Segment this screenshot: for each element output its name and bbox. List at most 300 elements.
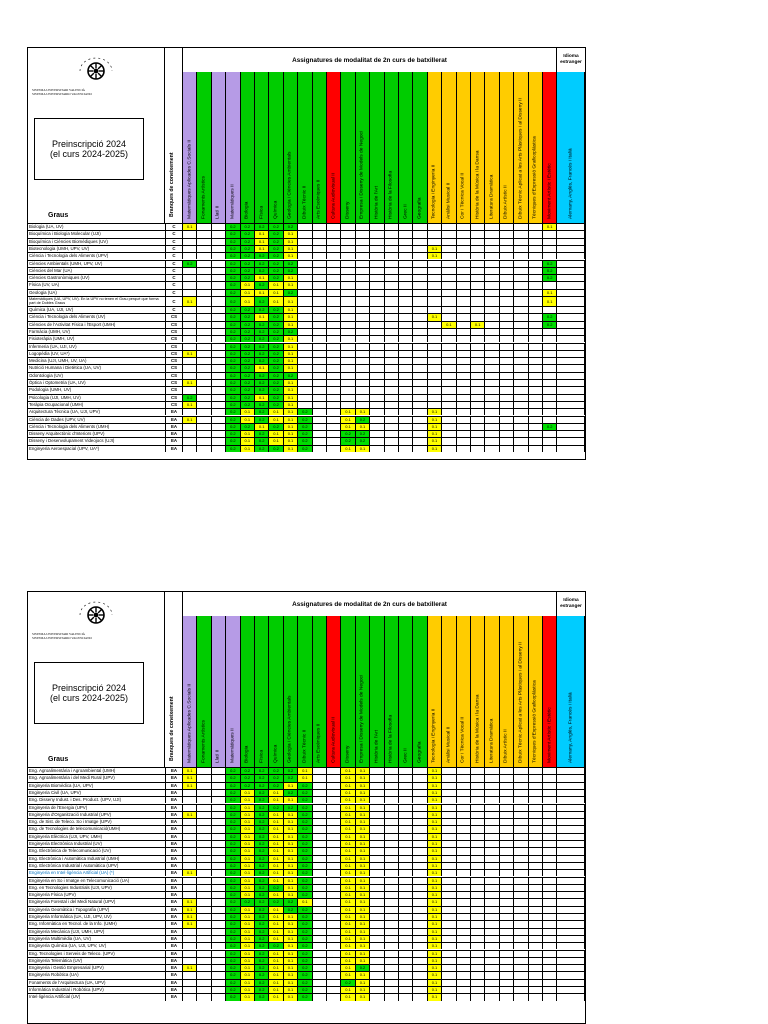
degree-name: Enginyeria Informàtica (UA, UJI, UPV, UV) <box>29 914 112 919</box>
weight-cell: 0.2 <box>255 965 269 971</box>
weight-cell: 0.1 <box>269 812 283 818</box>
table-banner <box>183 592 585 617</box>
weight-cell: 0.1 <box>341 790 355 796</box>
degree-name: Disseny i Desenvolupament Videojocs (UJI) <box>29 438 115 444</box>
weight-cell: 0.2 <box>255 980 269 986</box>
weight-cell: 0.2 <box>298 885 312 891</box>
weight-cell: 0.1 <box>428 921 442 927</box>
table-row <box>28 971 585 978</box>
weight-cell: 0.2 <box>298 834 312 840</box>
table-row <box>28 906 585 913</box>
weight-cell: 0.2 <box>543 314 557 320</box>
weight-cell: 0.2 <box>269 322 283 328</box>
weight-cell <box>500 446 514 452</box>
weight-cell: 0.2 <box>255 863 269 869</box>
weight-cell: 0.2 <box>298 914 312 920</box>
weight-cell: 0.2 <box>284 373 298 379</box>
weight-cell: 0.2 <box>226 268 240 274</box>
degree-name: Ciència de Dades (UPV, UV) <box>29 416 85 422</box>
table-row <box>28 306 585 313</box>
weight-cell: 0.2 <box>284 899 298 905</box>
weight-cell: 0.2 <box>241 344 255 350</box>
subject-name: Cultura Audiovisual II <box>331 173 337 219</box>
weight-cell: 0.1 <box>255 365 269 371</box>
weight-cell: 0.2 <box>226 863 240 869</box>
subject-name: Geografia <box>417 741 423 763</box>
table-row <box>28 825 585 832</box>
knowledge-branch-code: EA <box>165 768 183 774</box>
subject-column-header <box>327 72 341 223</box>
subject-column-header <box>529 616 543 767</box>
table-row <box>28 350 585 357</box>
degree-name: Eng. Informàtica en Tecnol. de la Info. (UMH) <box>29 921 117 927</box>
knowledge-branch-code: C <box>165 297 183 306</box>
subject-name: Tècniques d'Expressió Graficoplàstica <box>532 680 538 763</box>
knowledge-branch-code: EA <box>165 775 183 781</box>
weight-cell: 0.1 <box>428 899 442 905</box>
subject-column-header <box>269 616 283 767</box>
subject-name: Química <box>273 744 279 763</box>
subject-name: Geografia <box>417 197 423 219</box>
weight-cell: 0.2 <box>241 775 255 781</box>
degree-name: Física (UV, UA) <box>29 282 60 288</box>
weight-cell: 0.1 <box>269 797 283 803</box>
knowledge-branch-code: EA <box>165 878 183 884</box>
university-name <box>32 632 102 640</box>
subject-column-header <box>241 616 255 767</box>
weight-cell: 0.1 <box>356 797 370 803</box>
weight-cell: 0.1 <box>341 994 355 1000</box>
weight-cell: 0.1 <box>428 943 442 949</box>
weight-cell: 0.1 <box>341 885 355 891</box>
weight-cell: 0.1 <box>183 768 197 774</box>
weight-cell <box>313 994 327 1000</box>
table-row <box>28 928 585 935</box>
weight-cell: 0.2 <box>255 826 269 832</box>
weight-cell: 0.2 <box>255 885 269 891</box>
subject-column-header <box>457 72 471 223</box>
weight-cell: 0.1 <box>428 246 442 252</box>
weight-cell: 0.1 <box>341 965 355 971</box>
weight-cell: 0.1 <box>183 351 197 357</box>
weight-cell: 0.1 <box>341 972 355 978</box>
degree-name: Ciència i Tecnologia dels Aliments (UV) <box>29 314 106 320</box>
weight-cell: 0.1 <box>298 768 312 774</box>
weight-cell: 0.1 <box>183 899 197 905</box>
weight-cell: 0.1 <box>341 936 355 942</box>
weight-cell: 0.1 <box>341 848 355 854</box>
weight-cell: 0.1 <box>428 892 442 898</box>
weight-cell: 0.2 <box>255 268 269 274</box>
knowledge-branch-code: C <box>165 307 183 313</box>
weight-cell: 0.2 <box>298 878 312 884</box>
subject-name: Moviment Artístic i Estètic <box>547 163 553 219</box>
degree-name: Biotecnologia (UMH, UPV, UV) <box>29 245 90 251</box>
weight-cell <box>183 446 197 452</box>
weight-cell: 0.2 <box>241 261 255 267</box>
subject-column-header <box>399 616 413 767</box>
weight-cell: 0.1 <box>341 826 355 832</box>
degree-name: Enginyeria Química (UA, UJI, UPV, UV) <box>29 943 107 949</box>
weight-cell: 0.2 <box>255 431 269 437</box>
weight-cell: 0.2 <box>269 899 283 905</box>
university-name-line2: SISTEMA UNIVERSITARIO VALENCIANO <box>32 92 92 96</box>
weight-cell: 0.2 <box>298 819 312 825</box>
weight-cell: 0.1 <box>269 790 283 796</box>
weight-cell: 0.2 <box>255 834 269 840</box>
weight-cell <box>385 994 399 1000</box>
weight-cell: 0.2 <box>269 307 283 313</box>
weight-cell: 0.2 <box>226 826 240 832</box>
weight-cell <box>327 446 341 452</box>
weight-cell: 0.2 <box>255 936 269 942</box>
table-row <box>28 289 585 296</box>
weight-cell: 0.2 <box>298 907 312 913</box>
degree-name: Teràpia Ocupacional (UMH) <box>29 401 84 407</box>
table-row <box>28 935 585 942</box>
subject-column-header <box>183 72 197 223</box>
table-row <box>28 891 585 898</box>
weight-cell: 0.1 <box>241 972 255 978</box>
subject-name: Anàlisi Musical II <box>446 726 452 763</box>
degree-name: Intel·ligència Artificial (UV) <box>29 994 81 1000</box>
weight-cell <box>557 446 585 452</box>
weight-cell: 0.1 <box>341 987 355 993</box>
subject-column-header <box>514 72 528 223</box>
table-row <box>28 335 585 342</box>
weight-cell: 0.1 <box>269 282 283 288</box>
weight-cell: 0.1 <box>183 402 197 408</box>
weight-cell: 0.2 <box>255 261 269 267</box>
weight-cell: 0.2 <box>298 797 312 803</box>
table-row <box>28 260 585 267</box>
weight-cell: 0.1 <box>471 322 485 328</box>
knowledge-branch-code: CS <box>165 402 183 408</box>
weight-cell: 0.2 <box>226 951 240 957</box>
degree-name: Ciències de l'Activitat Física i l'Esport (UMH) <box>29 321 116 327</box>
preinscription-box <box>34 118 144 180</box>
weight-cell: 0.2 <box>269 775 283 781</box>
weight-cell: 0.1 <box>284 994 298 1000</box>
weight-cell: 0.2 <box>226 987 240 993</box>
degree-name: Enginyeria Electrònica Industrial (UV) <box>29 841 102 846</box>
degree-name: Enginyeria Biomèdica (UA, UPV) <box>29 782 94 788</box>
weight-cell: 0.1 <box>356 768 370 774</box>
weight-cell: 0.1 <box>356 936 370 942</box>
knowledge-branch-code: EA <box>165 943 183 949</box>
subject-name: Literatura Dramàtica <box>489 174 495 219</box>
weight-cell: 0.2 <box>255 768 269 774</box>
weight-cell: 0.2 <box>241 402 255 408</box>
weight-cell: 0.2 <box>226 965 240 971</box>
subject-column-header <box>370 616 384 767</box>
subject-column-header <box>212 72 226 223</box>
knowledge-branch-code: CS <box>165 344 183 350</box>
weight-cell: 0.2 <box>226 783 240 789</box>
weight-cell: 0.1 <box>356 892 370 898</box>
weight-cell: 0.1 <box>356 848 370 854</box>
weight-cell <box>327 994 341 1000</box>
branch-column-header <box>165 592 183 767</box>
weight-cell: 0.2 <box>255 943 269 949</box>
table-row <box>28 423 585 430</box>
table-row <box>28 862 585 869</box>
weight-cell <box>197 446 211 452</box>
weight-cell: 0.2 <box>226 380 240 386</box>
weight-cell: 0.1 <box>183 812 197 818</box>
weight-cell: 0.1 <box>284 431 298 437</box>
weight-cell: 0.1 <box>284 275 298 281</box>
weight-cell: 0.2 <box>226 290 240 296</box>
weight-cell <box>370 446 384 452</box>
subject-column-header <box>471 616 485 767</box>
weight-cell: 0.1 <box>255 231 269 237</box>
table-row <box>28 804 585 811</box>
branch-header-label: Branques de coneixement <box>169 152 175 217</box>
knowledge-branch-code: C <box>165 253 183 259</box>
preinscription-subtitle: (el curs 2024-2025) <box>49 149 129 159</box>
degree-name: Enginyeria en Intel·ligència Artificial (UA) (*) <box>29 870 115 876</box>
weight-cell <box>485 297 499 306</box>
weight-cell: 0.2 <box>298 951 312 957</box>
subject-column-header <box>500 72 514 223</box>
table-row <box>28 818 585 825</box>
subject-column-header <box>543 616 557 767</box>
weight-cell: 0.1 <box>428 768 442 774</box>
weight-cell: 0.1 <box>284 826 298 832</box>
knowledge-branch-code: EA <box>165 899 183 905</box>
weight-cell: 0.2 <box>226 373 240 379</box>
degree-name: Enginyeria Elèctrica (UJI, UPV, UMH) <box>29 833 103 839</box>
weight-cell: 0.1 <box>356 819 370 825</box>
subject-name: Dibuix Tècnic II <box>302 729 308 763</box>
knowledge-branch-code: CS <box>165 387 183 393</box>
weight-cell: 0.2 <box>356 438 370 444</box>
weight-cell: 0.1 <box>428 826 442 832</box>
subject-column-header <box>226 72 240 223</box>
subject-column-header <box>442 616 456 767</box>
weight-cell: 0.1 <box>356 951 370 957</box>
weight-cell: 0.2 <box>269 424 283 430</box>
subject-column-header <box>226 616 240 767</box>
branch-column-header <box>165 48 183 223</box>
knowledge-branch-code: C <box>165 261 183 267</box>
knowledge-branch-code: EA <box>165 914 183 920</box>
weight-cell <box>457 446 471 452</box>
weight-cell: 0.1 <box>298 899 312 905</box>
weight-cell: 0.2 <box>183 395 197 401</box>
weight-cell: 0.1 <box>356 972 370 978</box>
weight-cell: 0.1 <box>284 921 298 927</box>
weight-cell: 0.1 <box>341 929 355 935</box>
weight-cell <box>212 446 226 452</box>
subject-name: Història de la Música i la Dansa <box>475 694 481 763</box>
weight-cell: 0.1 <box>284 253 298 259</box>
weight-cell <box>428 297 442 306</box>
weight-cell: 0.2 <box>255 380 269 386</box>
university-name-line1: SISTEMA UNIVERSITARI VALENCIÀ <box>32 632 85 636</box>
weight-cell: 0.2 <box>241 424 255 430</box>
subject-column-header <box>298 72 312 223</box>
weight-cell: 0.1 <box>284 409 298 415</box>
weight-cell: 0.2 <box>241 395 255 401</box>
table-row <box>28 401 585 408</box>
weight-cell: 0.2 <box>226 768 240 774</box>
table-row <box>28 416 585 423</box>
subject-name: Llatí II <box>215 749 221 763</box>
degree-name: Eng. en Tecnologies Industrials (UJI, UPV) <box>29 884 112 890</box>
weight-cell: 0.1 <box>284 797 298 803</box>
weight-cell: 0.1 <box>241 446 255 452</box>
weight-cell: 0.1 <box>341 907 355 913</box>
degree-name: Ciència i Tecnologia dels Aliments (UMH) <box>29 423 110 429</box>
weight-cell: 0.1 <box>341 856 355 862</box>
weight-cell: 0.1 <box>183 965 197 971</box>
weight-cell: 0.2 <box>356 431 370 437</box>
weight-cell: 0.2 <box>183 261 197 267</box>
table-row <box>28 950 585 957</box>
weight-cell: 0.1 <box>269 951 283 957</box>
weight-cell: 0.1 <box>341 951 355 957</box>
weight-cell: 0.2 <box>226 446 240 452</box>
subject-column-header <box>543 72 557 223</box>
weight-cell: 0.2 <box>543 275 557 281</box>
knowledge-branch-code: EA <box>165 826 183 832</box>
subject-name: Disseny <box>345 201 351 219</box>
weight-cell: 0.2 <box>226 775 240 781</box>
weight-cell: 0.1 <box>428 775 442 781</box>
weight-cell <box>471 446 485 452</box>
subject-name: Dibuix Tècnic Aplicat a les Arts Plàstiques i al Disseny II <box>518 98 524 219</box>
weight-cell: 0.1 <box>183 297 197 306</box>
subject-column-header <box>183 616 197 767</box>
weight-cell: 0.2 <box>298 424 312 430</box>
weight-cell: 0.2 <box>543 424 557 430</box>
subject-column-header <box>356 72 370 223</box>
weight-cell: 0.1 <box>428 965 442 971</box>
table-row <box>28 379 585 386</box>
weight-cell: 0.1 <box>269 972 283 978</box>
weight-cell: 0.2 <box>255 929 269 935</box>
table-row <box>28 313 585 320</box>
weight-cell: 0.2 <box>269 380 283 386</box>
weight-cell: 0.1 <box>183 921 197 927</box>
weight-cell: 0.1 <box>356 805 370 811</box>
weight-cell: 0.1 <box>241 282 255 288</box>
weight-cell: 0.1 <box>428 870 442 876</box>
weight-cell: 0.2 <box>226 870 240 876</box>
weight-cell: 0.1 <box>284 848 298 854</box>
weight-cell: 0.2 <box>341 980 355 986</box>
knowledge-branch-code: CS <box>165 336 183 342</box>
banner-language-header: Idioma estranger <box>560 53 582 65</box>
table-row <box>28 796 585 803</box>
knowledge-branch-code: EA <box>165 885 183 891</box>
weight-cell: 0.1 <box>241 914 255 920</box>
subject-name: Anàlisi Musical II <box>446 182 452 219</box>
degree-name: Matemàtiques (UA, UPV, UV). En la UPV no tenen el Grau perquè que forma part de Dobles Graus <box>29 297 159 306</box>
knowledge-branch-code: CS <box>165 358 183 364</box>
weight-cell: 0.1 <box>284 351 298 357</box>
weight-cell <box>212 994 226 1000</box>
table-row <box>28 343 585 350</box>
degree-name: Psicologia (UJI, UMH, UV) <box>29 394 81 400</box>
weight-cell: 0.2 <box>255 870 269 876</box>
weight-cell: 0.1 <box>428 834 442 840</box>
weight-cell: 0.2 <box>543 322 557 328</box>
weight-cell: 0.2 <box>255 812 269 818</box>
table-row <box>28 789 585 796</box>
header-logo-area <box>28 592 165 767</box>
degree-name: Infermeria (UA, UJI, UV) <box>29 343 77 349</box>
table-row <box>28 357 585 364</box>
weight-cell: 0.1 <box>269 987 283 993</box>
weight-cell: 0.2 <box>241 239 255 245</box>
weight-cell: 0.2 <box>298 929 312 935</box>
weight-cell: 0.1 <box>241 892 255 898</box>
weight-cell <box>514 446 528 452</box>
weight-cell <box>471 994 485 1000</box>
weight-cell: 0.1 <box>356 958 370 964</box>
subject-name: Física <box>259 749 265 763</box>
table-row <box>28 445 585 452</box>
degree-name: Ciències Ambientals (UMH, UPV, UV) <box>29 260 103 266</box>
weight-cell: 0.2 <box>255 297 269 306</box>
weight-cell: 0.1 <box>241 790 255 796</box>
weight-cell <box>529 446 543 452</box>
subject-column-header <box>298 616 312 767</box>
weight-cell: 0.1 <box>284 322 298 328</box>
subject-column-header <box>514 616 528 767</box>
degree-name: Medicina (UJI, UMH, UV, UA) <box>29 358 87 364</box>
weight-cell: 0.2 <box>298 812 312 818</box>
weight-cell: 0.1 <box>341 958 355 964</box>
weight-cell: 0.2 <box>226 336 240 342</box>
weight-cell: 0.1 <box>269 297 283 306</box>
table-row <box>28 252 585 259</box>
weight-cell: 0.1 <box>356 446 370 452</box>
weight-cell: 0.1 <box>284 834 298 840</box>
weight-cell: 0.2 <box>269 275 283 281</box>
weight-cell: 0.2 <box>255 907 269 913</box>
weight-cell: 0.2 <box>255 409 269 415</box>
knowledge-branch-code: CS <box>165 329 183 335</box>
weight-cell: 0.2 <box>255 987 269 993</box>
degree-name: Enginyeria Forestal i del Medi Natural (UPV) <box>29 899 116 905</box>
weight-cell: 0.2 <box>356 417 370 423</box>
weight-cell: 0.1 <box>428 790 442 796</box>
weight-cell: 0.1 <box>341 834 355 840</box>
weight-cell: 0.1 <box>241 936 255 942</box>
weight-cell: 0.1 <box>241 987 255 993</box>
weight-cell: 0.2 <box>356 965 370 971</box>
weight-cell: 0.1 <box>356 885 370 891</box>
weight-cell: 0.1 <box>428 841 442 847</box>
table-row <box>28 238 585 245</box>
weight-cell: 0.2 <box>269 329 283 335</box>
weight-cell: 0.1 <box>241 958 255 964</box>
weight-cell: 0.2 <box>269 239 283 245</box>
weight-cell: 0.1 <box>269 965 283 971</box>
weight-cell: 0.1 <box>284 841 298 847</box>
degree-name: Fonaments de l'Arquitectura (UA, UPV) <box>29 979 106 985</box>
weight-cell: 0.2 <box>241 387 255 393</box>
weight-cell: 0.1 <box>428 253 442 259</box>
weight-cell: 0.1 <box>269 907 283 913</box>
weight-cell <box>341 297 355 306</box>
weight-cell: 0.1 <box>241 863 255 869</box>
weight-cell: 0.2 <box>284 805 298 811</box>
